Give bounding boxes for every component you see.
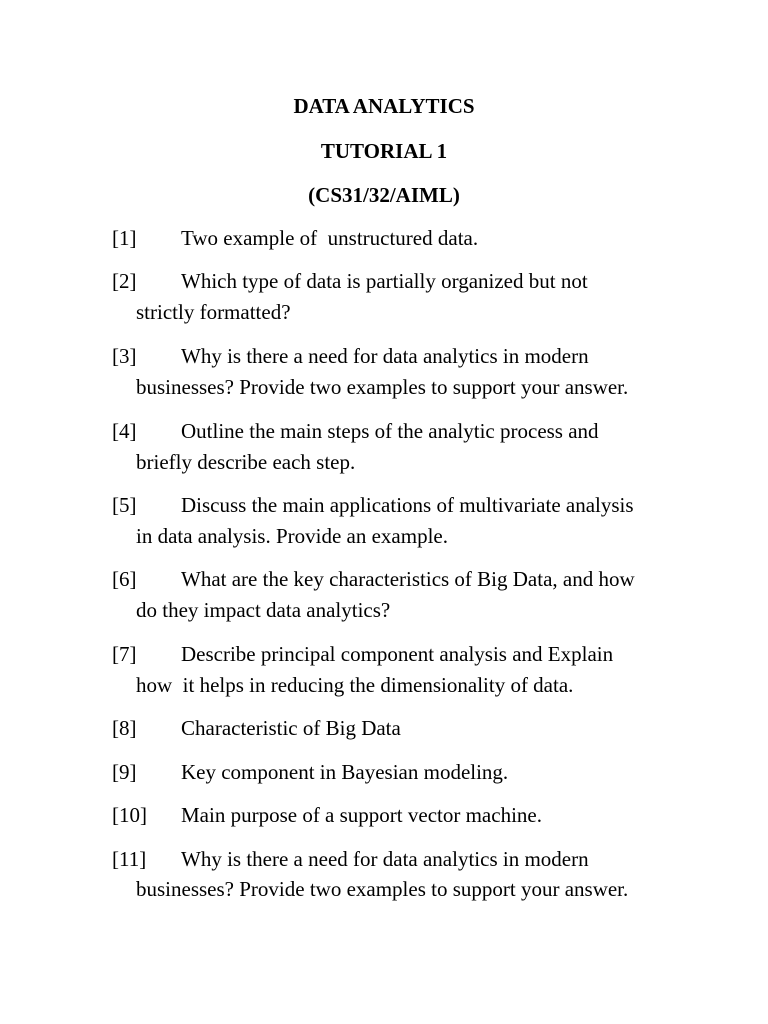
question-number: [5] (112, 493, 137, 517)
question-text: Main purpose of a support vector machine. (181, 803, 542, 827)
question-text-continued: do they impact data analytics? (136, 598, 391, 622)
question-text: Describe principal component analysis and Explain (181, 642, 614, 666)
question-number: [6] (112, 567, 137, 591)
question-text: Outline the main steps of the analytic process and (181, 419, 599, 443)
question-text: Discuss the main applications of multivariate analysis (181, 493, 634, 517)
question-text: What are the key characteristics of Big Data, and how (181, 567, 635, 591)
question-text: Characteristic of Big Data (181, 716, 401, 740)
question-text: Why is there a need for data analytics in modern (181, 847, 589, 871)
question-text: Why is there a need for data analytics in modern (181, 344, 589, 368)
question-text-continued: how it helps in reducing the dimensionality of data. (136, 673, 574, 697)
question-number: [11] (112, 847, 147, 871)
question-number: [8] (112, 716, 137, 740)
question-text: Which type of data is partially organized but not (181, 269, 588, 293)
question-number: [3] (112, 344, 137, 368)
question-number: [4] (112, 419, 137, 443)
question-text-continued: strictly formatted? (136, 300, 291, 324)
document-title: DATA ANALYTICS (293, 94, 475, 118)
question-number: [2] (112, 269, 137, 293)
question-text: Key component in Bayesian modeling. (181, 760, 509, 784)
question-number: [7] (112, 642, 137, 666)
question-text: Two example of unstructured data. (181, 226, 479, 250)
question-text-continued: businesses? Provide two examples to support your answer. (136, 375, 629, 399)
question-text-continued: businesses? Provide two examples to support your answer. (136, 877, 629, 901)
question-text-continued: briefly describe each step. (136, 450, 356, 474)
course-code: (CS31/32/AIML) (308, 183, 460, 207)
question-number: [9] (112, 760, 137, 784)
question-number: [10] (112, 803, 147, 827)
question-text-continued: in data analysis. Provide an example. (136, 524, 448, 548)
document-subtitle: TUTORIAL 1 (320, 139, 448, 163)
question-number: [1] (112, 226, 137, 250)
